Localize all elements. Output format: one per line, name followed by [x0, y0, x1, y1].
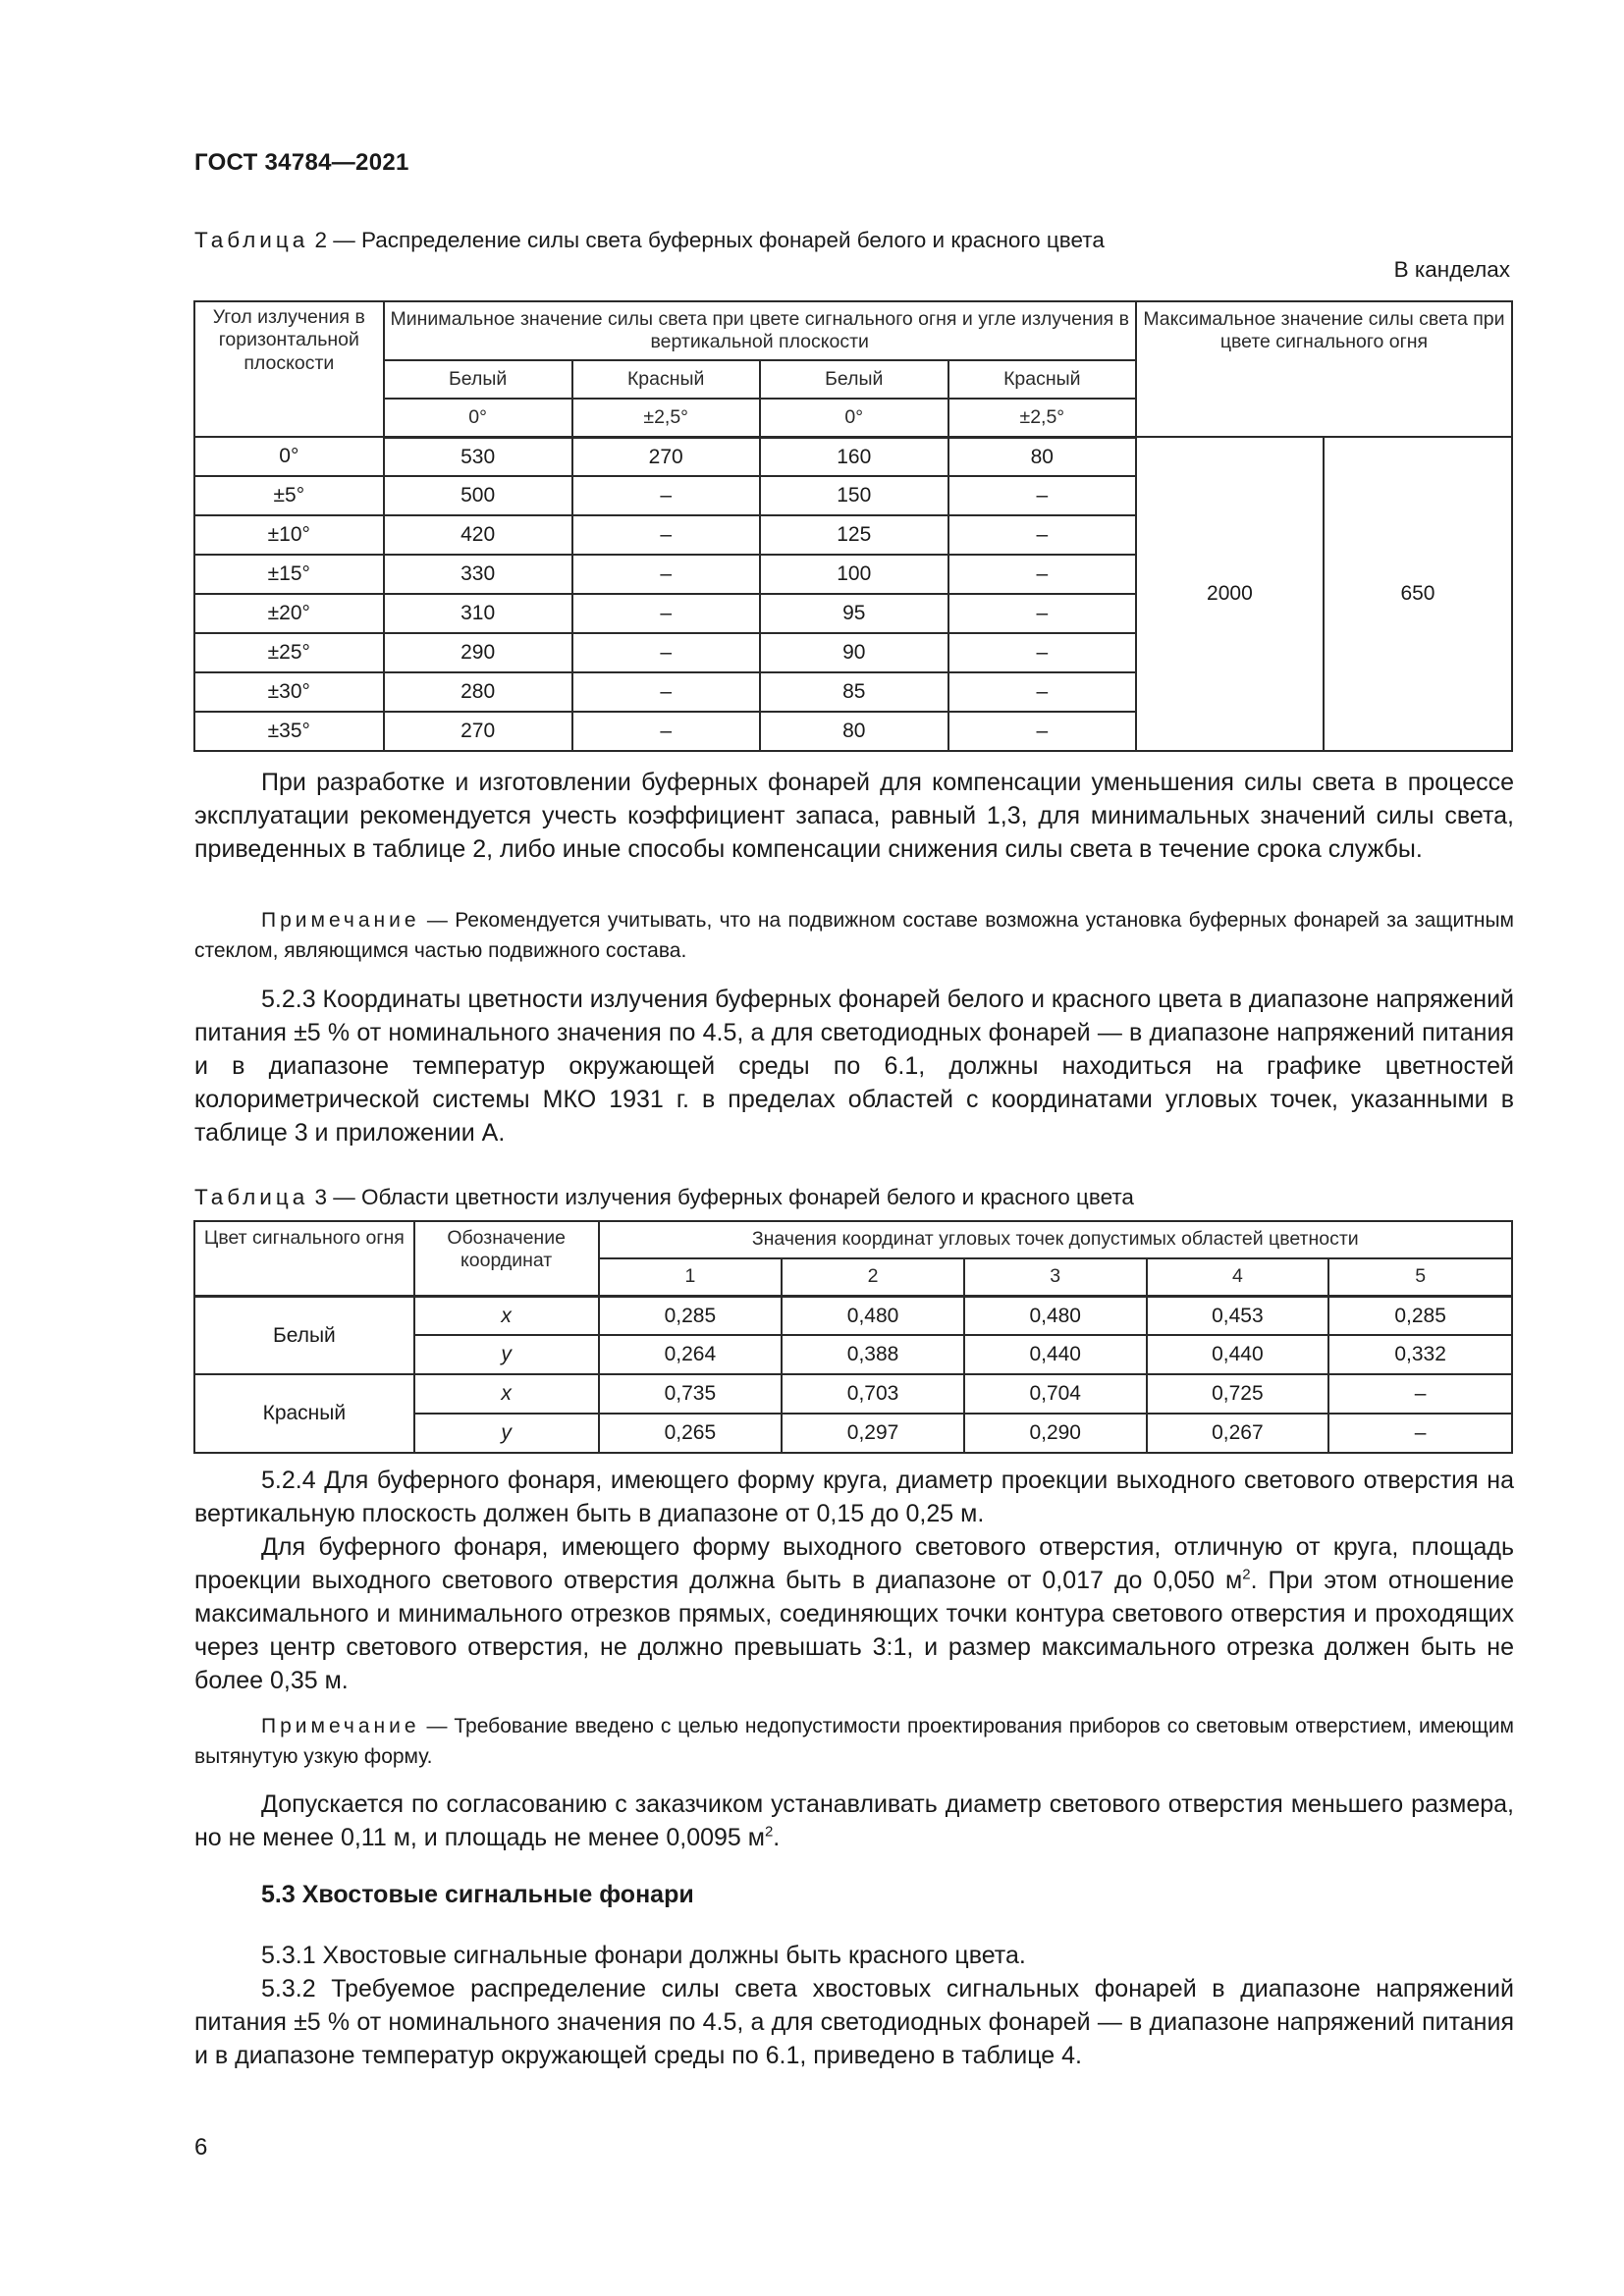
- table-cell: 80: [948, 437, 1136, 476]
- note-1: [194, 905, 1514, 966]
- header-signal-color: Цвет сигнального огня: [194, 1221, 414, 1296]
- table-row: [194, 1374, 1512, 1414]
- paragraph-text: 5.3.2 Требуемое распределение силы света хвостовых сигнальных фонарей в диапазоне напряжений питания ±5 % от номинального значения по 4.5, а для светодиодных фонарей — в диапазоне напряжений питания и в диапазоне температур окружающей среды по 6.1, приведено в таблице 4.: [194, 1975, 1514, 2069]
- table-cell: –: [572, 555, 760, 594]
- table-cell: –: [1328, 1414, 1512, 1453]
- table-cell: 0,453: [1147, 1296, 1329, 1335]
- paragraph-text: Допускается по согласованию с заказчиком устанавливать диаметр светового отверстия меньшего размера, но не менее 0,11 м, и площадь не менее 0,0095 м: [194, 1790, 1514, 1851]
- superscript: 2: [764, 1823, 774, 1841]
- table-cell: 0,285: [1328, 1296, 1512, 1335]
- max-red-value: 650: [1324, 437, 1512, 751]
- paragraph-text: 5.2.4 Для буферного фонаря, имеющего форму круга, диаметр проекции выходного светового отверстия на вертикальную плоскость должен быть в диапазоне от 0,15 до 0,25 м.: [194, 1467, 1514, 1527]
- table2: [193, 300, 1513, 752]
- table-cell: 0,264: [599, 1335, 783, 1374]
- table-cell: –: [572, 515, 760, 555]
- table-cell: 500: [384, 476, 572, 515]
- table-cell: 0,704: [964, 1374, 1147, 1414]
- table-cell: ±15°: [194, 555, 384, 594]
- table-cell: –: [572, 476, 760, 515]
- coord-label: y: [414, 1414, 599, 1453]
- paragraph-text: 5.3.1 Хвостовые сигнальные фонари должны быть красного цвета.: [261, 1942, 1026, 1969]
- table2-units: В канделах: [1393, 257, 1510, 282]
- table-cell: 100: [760, 555, 948, 594]
- table-cell: –: [572, 594, 760, 633]
- table-cell: 0,480: [782, 1296, 964, 1335]
- note-text: — Требование введено с целью недопустимости проектирования приборов со световым отверстием, имеющим вытянутую узкую форму.: [194, 1715, 1514, 1768]
- table-cell: 80: [760, 712, 948, 751]
- paragraph-text: Для буферного фонаря, имеющего форму выходного светового отверстия, отличную от круга, площадь проекции выходного светового отверстия должна быть в диапазоне от 0,017 до 0,050 м: [194, 1533, 1514, 1594]
- table-cell: –: [948, 712, 1136, 751]
- table-cell: ±10°: [194, 515, 384, 555]
- table-cell: –: [1328, 1374, 1512, 1414]
- coord-label: x: [414, 1374, 599, 1414]
- note-label: Примечание: [261, 909, 420, 932]
- table-cell: 0,725: [1147, 1374, 1329, 1414]
- table2-caption-text: 2 — Распределение силы света буферных фонарей белого и красного цвета: [308, 228, 1105, 252]
- paragraph-text: . При этом отношение максимального и минимального отрезков прямых, соединяющих точки контура светового отверстия и проходящих через центр светового отверстия, не должно превышать 3:1, и размер максимального отрезка должен быть не более 0,35 м.: [194, 1567, 1514, 1694]
- note-2: [194, 1711, 1514, 1772]
- table-cell: ±30°: [194, 672, 384, 712]
- table3-caption-prefix: Таблица: [194, 1185, 309, 1209]
- table-cell: –: [948, 555, 1136, 594]
- table2-caption: [194, 228, 1105, 253]
- table-cell: 310: [384, 594, 572, 633]
- header-color-white: Белый: [760, 360, 948, 399]
- table3-caption-text: 3 — Области цветности излучения буферных фонарей белого и красного цвета: [308, 1185, 1134, 1209]
- superscript: 2: [1242, 1566, 1251, 1583]
- table-cell: ±20°: [194, 594, 384, 633]
- table-cell: 125: [760, 515, 948, 555]
- table-row: [194, 1296, 1512, 1335]
- paragraph-5-3: [194, 1939, 1514, 2072]
- table-cell: 0,735: [599, 1374, 783, 1414]
- header-vertical-angle: 0°: [384, 399, 572, 437]
- header-color-red: Красный: [572, 360, 760, 399]
- table-cell: –: [948, 594, 1136, 633]
- table-cell: ±5°: [194, 476, 384, 515]
- table-cell: 0,388: [782, 1335, 964, 1374]
- coord-label: x: [414, 1296, 599, 1335]
- section-title: 5.3 Хвостовые сигнальные фонари: [261, 1881, 694, 1908]
- table-cell: 0,285: [599, 1296, 783, 1335]
- color-red-label: Красный: [194, 1374, 414, 1453]
- table3-caption: [194, 1185, 1134, 1210]
- table-cell: –: [572, 712, 760, 751]
- page-number: 6: [194, 2134, 208, 2161]
- table-cell: 0,440: [1147, 1335, 1329, 1374]
- table-cell: 420: [384, 515, 572, 555]
- table-cell: –: [948, 476, 1136, 515]
- header-vertical-angle: ±2,5°: [948, 399, 1136, 437]
- table-cell: 95: [760, 594, 948, 633]
- header-vertical-angle: 0°: [760, 399, 948, 437]
- note-label: Примечание: [261, 1715, 420, 1737]
- table-cell: –: [948, 515, 1136, 555]
- table3: [193, 1220, 1513, 1454]
- header-color-red: Красный: [948, 360, 1136, 399]
- table-cell: –: [572, 633, 760, 672]
- paragraph-area: [194, 1530, 1514, 1697]
- header-point: 3: [964, 1258, 1147, 1296]
- table-cell: 530: [384, 437, 572, 476]
- table-cell: 280: [384, 672, 572, 712]
- paragraph-text: 5.2.3 Координаты цветности излучения буферных фонарей белого и красного цвета в диапазоне напряжений питания ±5 % от номинального значения по 4.5, а для светодиодных фонарей — в диапазоне напряжений питания и в диапазоне температур окружающей среды по 6.1, должны находиться на графике цветностей колориметрической системы МКО 1931 г. в пределах областей с координатами угловых точек, указанными в таблице 3 и приложении А.: [194, 986, 1515, 1147]
- table2-caption-prefix: Таблица: [194, 228, 309, 252]
- table-cell: 0°: [194, 437, 384, 476]
- table-cell: 0,290: [964, 1414, 1147, 1453]
- table-cell: ±35°: [194, 712, 384, 751]
- table-cell: ±25°: [194, 633, 384, 672]
- table-cell: 330: [384, 555, 572, 594]
- table-cell: 85: [760, 672, 948, 712]
- table-cell: 0,440: [964, 1335, 1147, 1374]
- table-cell: 0,265: [599, 1414, 783, 1453]
- table-cell: 0,703: [782, 1374, 964, 1414]
- table-cell: 160: [760, 437, 948, 476]
- paragraph-5-2-4: [194, 1464, 1514, 1697]
- paragraph-text: При разработке и изготовлении буферных фонарей для компенсации уменьшения силы света в процессе эксплуатации рекомендуется учесть коэффициент запаса, равный 1,3, для минимальных значений силы света, приведенных в таблице 2, либо иные способы компенсации снижения силы света в течение срока службы.: [194, 769, 1514, 863]
- standard-header: ГОСТ 34784—2021: [194, 149, 409, 176]
- table-cell: –: [948, 672, 1136, 712]
- header-point: 2: [782, 1258, 964, 1296]
- header-min-intensity: Минимальное значение силы света при цвете сигнального огня и угле излучения в вертикальной плоскости: [384, 301, 1136, 360]
- header-point: 5: [1328, 1258, 1512, 1296]
- table-cell: –: [572, 672, 760, 712]
- header-max-intensity: Максимальное значение силы света при цвете сигнального огня: [1136, 301, 1512, 437]
- table-cell: 90: [760, 633, 948, 672]
- paragraph-text: [194, 1788, 1514, 1854]
- table-cell: 290: [384, 633, 572, 672]
- paragraph-compensation: [194, 766, 1514, 866]
- paragraph-allowance: [194, 1788, 1514, 1854]
- header-color-white: Белый: [384, 360, 572, 399]
- table-cell: 270: [384, 712, 572, 751]
- header-point: 1: [599, 1258, 783, 1296]
- header-coordinate: Обозначение координат: [414, 1221, 599, 1296]
- note-text: — Рекомендуется учитывать, что на подвижном составе возможна установка буферных фонарей за защитным стеклом, являющимся частью подвижного состава.: [194, 909, 1514, 962]
- color-white-label: Белый: [194, 1296, 414, 1374]
- table-cell: 0,332: [1328, 1335, 1512, 1374]
- table-row: [194, 437, 1512, 476]
- paragraph-5-2-3: [194, 983, 1514, 1149]
- coord-label: y: [414, 1335, 599, 1374]
- table-cell: –: [948, 633, 1136, 672]
- max-white-value: 2000: [1136, 437, 1324, 751]
- table-cell: 0,267: [1147, 1414, 1329, 1453]
- paragraph-text: .: [773, 1824, 781, 1851]
- header-point: 4: [1147, 1258, 1329, 1296]
- header-angle: Угол излучения в горизонтальной плоскости: [194, 301, 384, 437]
- table-cell: 150: [760, 476, 948, 515]
- table-cell: 270: [572, 437, 760, 476]
- header-vertical-angle: ±2,5°: [572, 399, 760, 437]
- table-cell: 0,480: [964, 1296, 1147, 1335]
- header-coordinate-values: Значения координат угловых точек допустимых областей цветности: [599, 1221, 1512, 1258]
- table-cell: 0,297: [782, 1414, 964, 1453]
